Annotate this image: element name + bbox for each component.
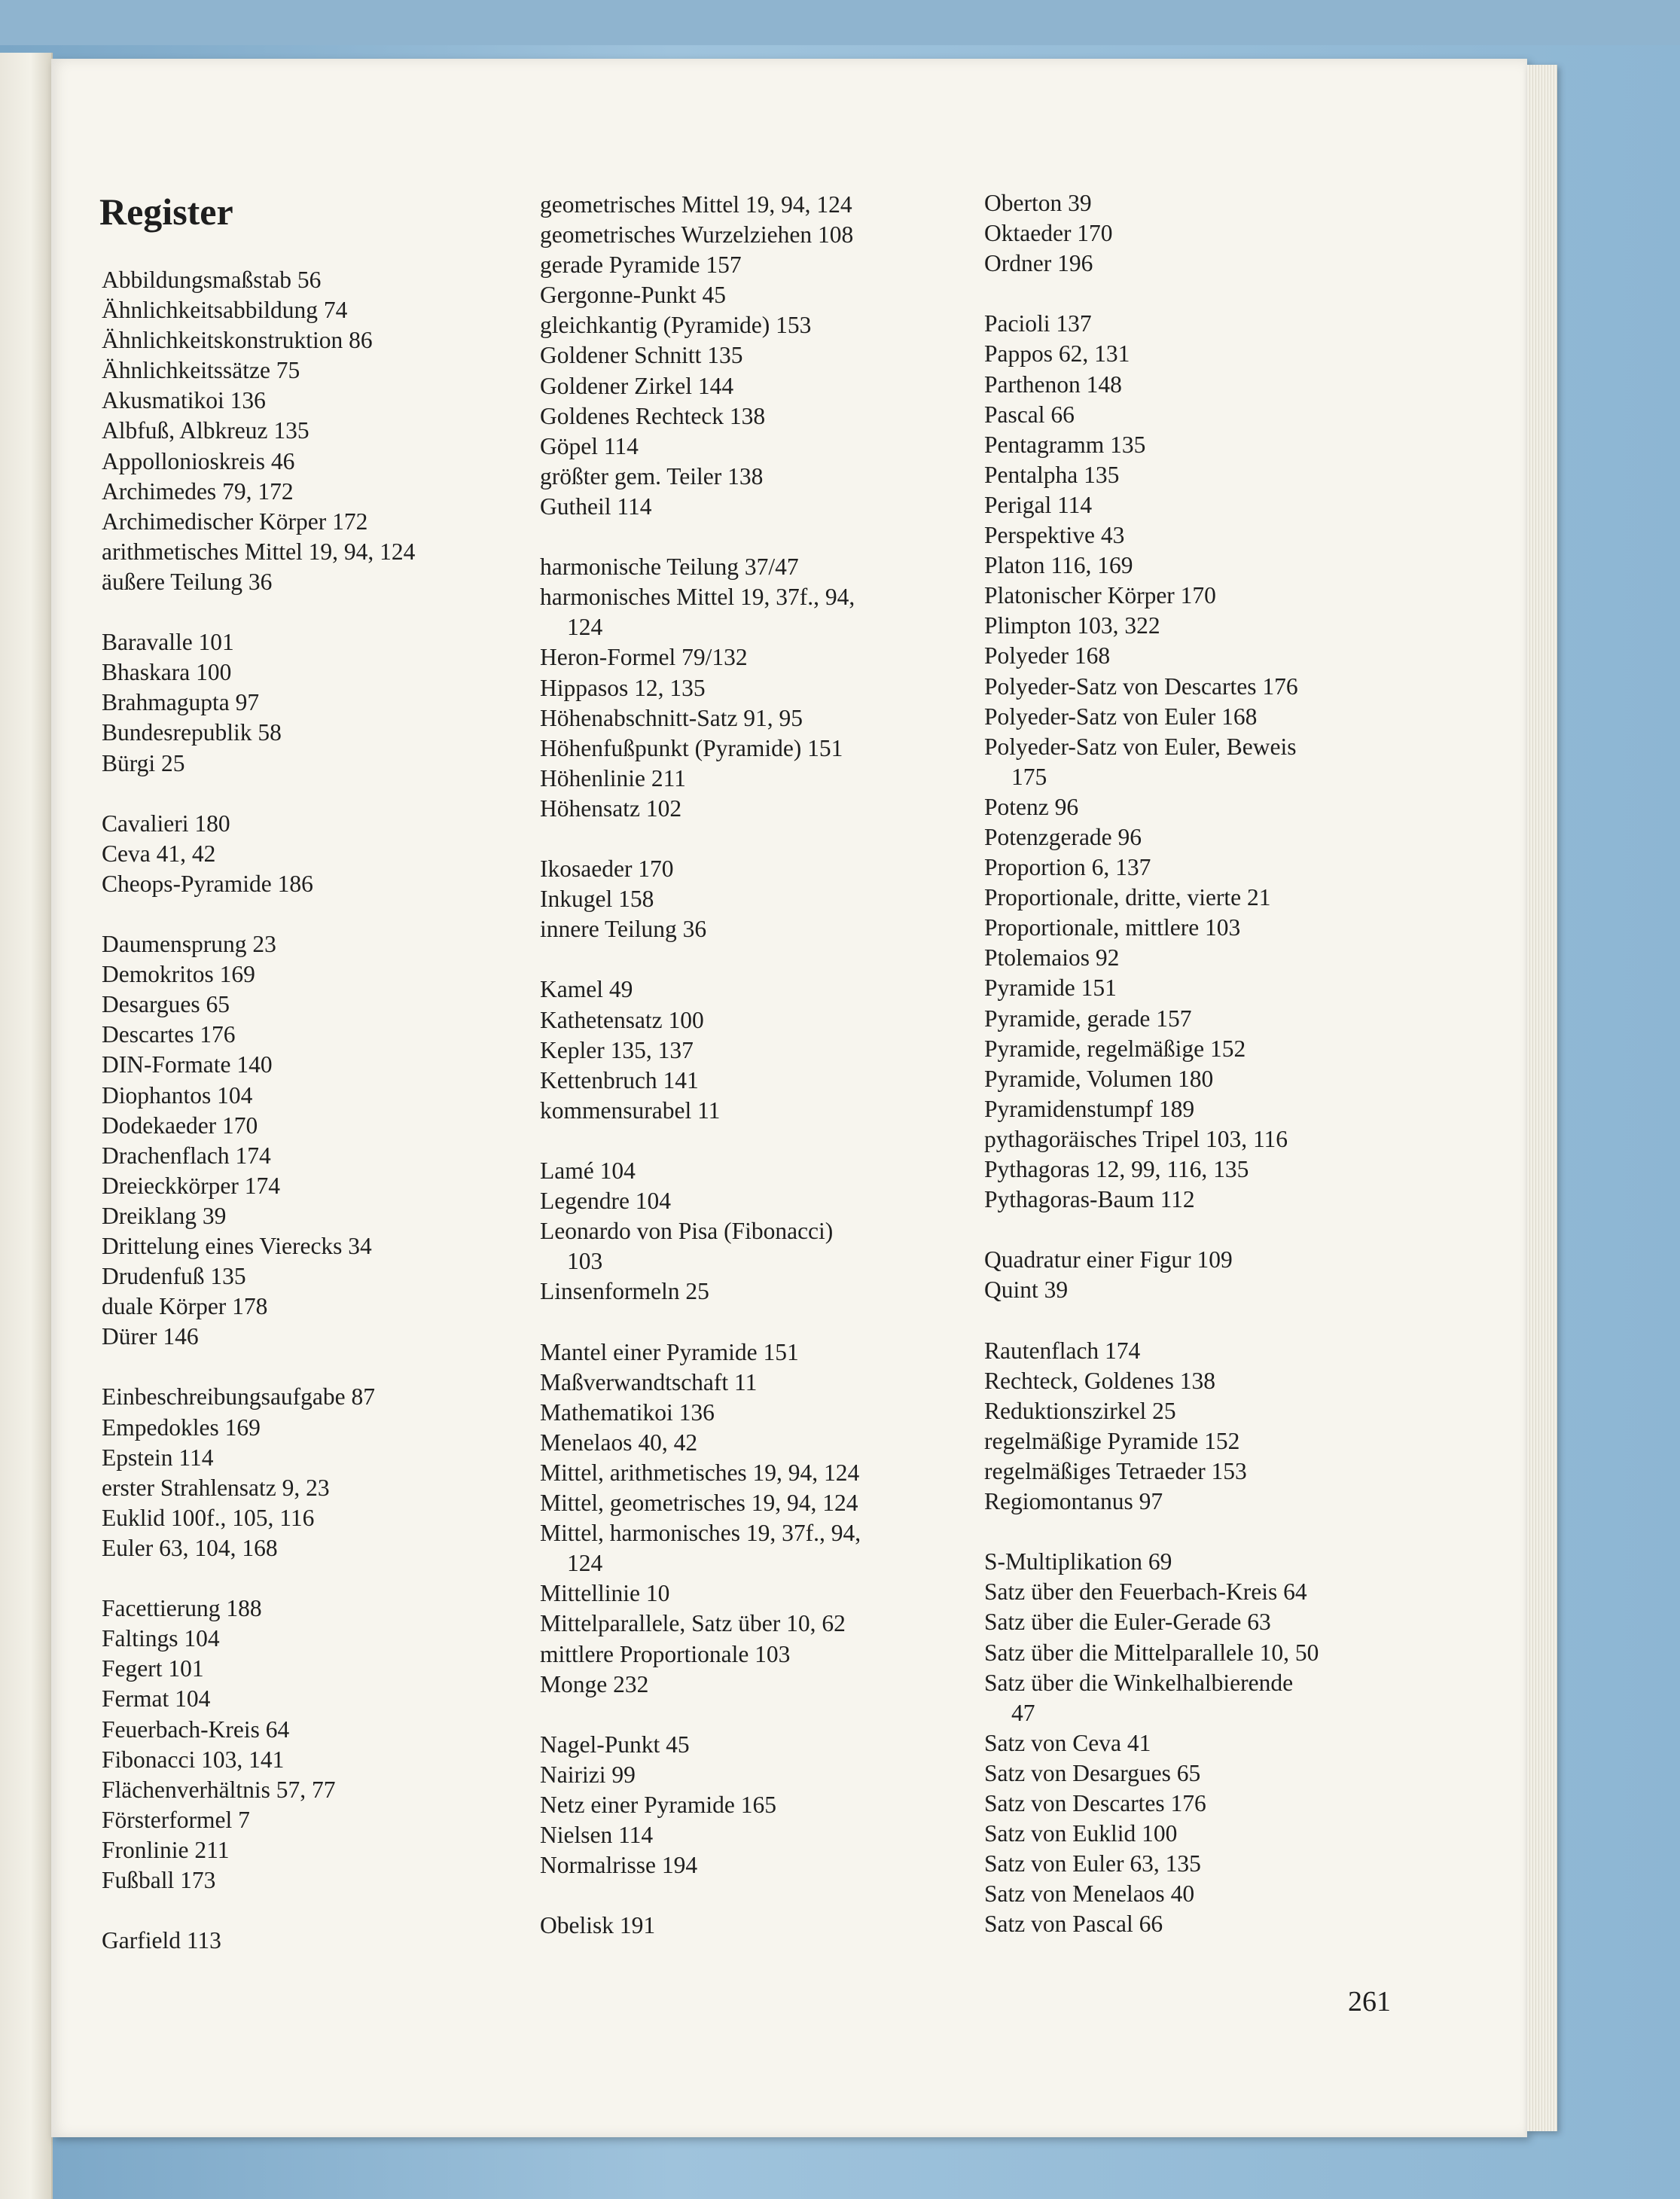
index-entry: Goldener Schnitt 135: [540, 342, 743, 369]
index-entry: Satz von Menelaos 40: [984, 1880, 1195, 1908]
index-entry: Kepler 135, 137: [540, 1036, 694, 1063]
index-entry: Maßverwandtschaft 11: [540, 1368, 758, 1395]
index-gap: [102, 597, 456, 627]
index-entry: Pacioli 137: [984, 310, 1092, 337]
index-entry: Satz von Euklid 100: [984, 1820, 1178, 1847]
index-entry: Empedokles 169: [102, 1414, 261, 1441]
index-gap: [540, 522, 939, 552]
index-column-1: [102, 265, 456, 1956]
index-entry: Pentalpha 135: [984, 461, 1120, 488]
index-entry: Parthenon 148: [984, 371, 1122, 398]
index-entry: Satz von Euler 63, 135: [984, 1850, 1201, 1877]
index-gap: [984, 1517, 1383, 1547]
page-title: Register: [99, 191, 233, 233]
index-entry: Oktaeder 170: [984, 220, 1113, 247]
index-entry: Euklid 100f., 105, 116: [102, 1504, 315, 1531]
index-entry-continuation: 47: [1011, 1699, 1035, 1726]
index-entry: Demokritos 169: [102, 961, 255, 988]
index-entry: Drachenflach 174: [102, 1142, 271, 1169]
index-entry: Höhenlinie 211: [540, 764, 686, 791]
index-entry: Kathetensatz 100: [540, 1006, 704, 1033]
index-entry: Menelaos 40, 42: [540, 1429, 698, 1456]
index-column-3: [984, 188, 1383, 1939]
index-entry: arithmetisches Mittel 19, 94, 124: [102, 538, 416, 565]
index-entry: Brahmagupta 97: [102, 689, 260, 716]
index-entry: Baravalle 101: [102, 629, 234, 656]
index-gap: [102, 1352, 456, 1382]
index-entry: Goldenes Rechteck 138: [540, 402, 766, 429]
index-entry: Proportionale, dritte, vierte 21: [984, 884, 1271, 911]
index-entry: Proportionale, mittlere 103: [984, 914, 1241, 941]
index-entry: Ikosaeder 170: [540, 856, 674, 883]
index-entry: Goldener Zirkel 144: [540, 372, 734, 399]
index-entry: Polyeder 168: [984, 642, 1111, 669]
index-entry: Appollonioskreis 46: [102, 447, 295, 474]
index-entry: Kamel 49: [540, 976, 633, 1003]
index-entry: Polyeder-Satz von Euler 168: [984, 703, 1258, 730]
index-entry: Perspektive 43: [984, 522, 1125, 549]
index-entry: Satz über die Winkelhalbierende: [984, 1669, 1294, 1696]
index-entry: Flächenverhältnis 57, 77: [102, 1776, 336, 1803]
index-entry: Normalrisse 194: [540, 1852, 698, 1879]
index-column-2: [540, 190, 939, 1941]
index-entry: Obelisk 191: [540, 1912, 656, 1939]
index-entry: Garfield 113: [102, 1927, 221, 1954]
index-entry: Albfuß, Albkreuz 135: [102, 417, 309, 444]
index-entry: Nairizi 99: [540, 1761, 636, 1788]
index-gap: [102, 1563, 456, 1594]
index-entry: Linsenformeln 25: [540, 1278, 709, 1305]
index-entry: Mittelparallele, Satz über 10, 62: [540, 1610, 846, 1637]
index-entry: Ähnlichkeitskonstruktion 86: [102, 327, 373, 354]
index-entry: Ptolemaios 92: [984, 944, 1120, 971]
index-entry: duale Körper 178: [102, 1293, 268, 1320]
index-entry: harmonische Teilung 37/47: [540, 554, 799, 581]
index-entry: Inkugel 158: [540, 886, 654, 913]
index-gap: [102, 1896, 456, 1926]
index-entry: Pyramide 151: [984, 974, 1117, 1002]
index-entry: Pentagramm 135: [984, 431, 1146, 458]
index-entry: Satz von Ceva 41: [984, 1729, 1151, 1756]
index-entry: Abbildungsmaßstab 56: [102, 267, 322, 293]
index-entry: Mittel, arithmetisches 19, 94, 124: [540, 1459, 860, 1486]
index-entry: Leonardo von Pisa (Fibonacci): [540, 1218, 834, 1245]
index-entry: Perigal 114: [984, 491, 1093, 518]
index-entry: Potenzgerade 96: [984, 823, 1142, 850]
index-gap: [984, 1305, 1383, 1335]
index-entry: Quadratur einer Figur 109: [984, 1246, 1233, 1273]
index-entry: Pyramidenstumpf 189: [984, 1095, 1195, 1122]
index-entry: Pythagoras 12, 99, 116, 135: [984, 1156, 1249, 1182]
index-entry: Mittellinie 10: [540, 1580, 670, 1607]
index-entry: Dreieckkörper 174: [102, 1172, 281, 1199]
index-gap: [540, 1880, 939, 1911]
index-entry: Cheops-Pyramide 186: [102, 870, 313, 897]
index-entry: äußere Teilung 36: [102, 568, 273, 595]
index-entry: Polyeder-Satz von Descartes 176: [984, 673, 1298, 700]
index-entry: Faltings 104: [102, 1625, 220, 1652]
index-entry: Pyramide, Volumen 180: [984, 1065, 1214, 1092]
index-entry: Lamé 104: [540, 1157, 636, 1184]
index-entry: Bürgi 25: [102, 749, 185, 776]
index-entry: Feuerbach-Kreis 64: [102, 1716, 290, 1743]
index-entry: Proportion 6, 137: [984, 854, 1151, 881]
index-entry: Fermat 104: [102, 1685, 211, 1713]
index-entry: Hippasos 12, 135: [540, 674, 706, 701]
index-entry: Daumensprung 23: [102, 931, 276, 958]
index-entry: Satz von Descartes 176: [984, 1789, 1206, 1816]
index-entry: Diophantos 104: [102, 1081, 253, 1109]
index-entry: Polyeder-Satz von Euler, Beweis: [984, 733, 1297, 760]
index-entry: Bundesrepublik 58: [102, 719, 282, 746]
index-entry: erster Strahlensatz 9, 23: [102, 1474, 330, 1501]
index-entry: Kettenbruch 141: [540, 1066, 699, 1093]
index-entry: Fegert 101: [102, 1655, 204, 1682]
index-entry: größter gem. Teiler 138: [540, 462, 764, 490]
index-entry-continuation: 124: [567, 614, 603, 641]
index-entry: DIN-Formate 140: [102, 1051, 273, 1078]
index-entry: Rechteck, Goldenes 138: [984, 1367, 1216, 1394]
index-entry: Dodekaeder 170: [102, 1112, 258, 1139]
index-gap: [540, 1126, 939, 1156]
index-gap: [540, 1700, 939, 1730]
index-entry: Ceva 41, 42: [102, 840, 216, 867]
index-entry: Heron-Formel 79/132: [540, 644, 748, 671]
index-entry: Cavalieri 180: [102, 810, 230, 837]
index-entry: Pyramide, regelmäßige 152: [984, 1035, 1246, 1062]
index-entry: innere Teilung 36: [540, 916, 707, 943]
index-entry: Satz von Pascal 66: [984, 1911, 1163, 1938]
index-entry: Dreiklang 39: [102, 1202, 227, 1229]
index-entry: Descartes 176: [102, 1021, 236, 1048]
index-gap: [102, 779, 456, 809]
index-gap: [102, 899, 456, 929]
index-entry: Plimpton 103, 322: [984, 612, 1160, 639]
index-entry: Rautenflach 174: [984, 1337, 1141, 1364]
index-entry: Platonischer Körper 170: [984, 582, 1216, 609]
index-entry: Facettierung 188: [102, 1595, 262, 1622]
index-entry: Mittel, geometrisches 19, 94, 124: [540, 1490, 858, 1517]
index-entry: Archimedischer Körper 172: [102, 508, 368, 535]
index-entry: Reduktionszirkel 25: [984, 1397, 1176, 1424]
index-entry: gleichkantig (Pyramide) 153: [540, 312, 812, 339]
index-entry: Höhensatz 102: [540, 795, 682, 822]
index-entry: pythagoräisches Tripel 103, 116: [984, 1125, 1288, 1152]
index-entry: regelmäßiges Tetraeder 153: [984, 1457, 1247, 1484]
index-entry: Dürer 146: [102, 1323, 199, 1350]
index-entry: Bhaskara 100: [102, 659, 232, 686]
index-entry: Mathematikoi 136: [540, 1398, 715, 1426]
page-number: 261: [1348, 1986, 1391, 2018]
index-entry: Göpel 114: [540, 432, 639, 459]
index-entry: Monge 232: [540, 1670, 649, 1697]
index-entry: Desargues 65: [102, 991, 230, 1018]
index-entry: kommensurabel 11: [540, 1096, 721, 1124]
index-gap: [540, 944, 939, 974]
index-entry: Gergonne-Punkt 45: [540, 282, 727, 309]
index-entry: Archimedes 79, 172: [102, 477, 294, 505]
index-gap: [540, 1307, 939, 1337]
index-entry: geometrisches Mittel 19, 94, 124: [540, 191, 852, 218]
index-entry: Netz einer Pyramide 165: [540, 1791, 777, 1818]
index-entry: Satz von Desargues 65: [984, 1759, 1201, 1786]
index-entry: Legendre 104: [540, 1188, 672, 1215]
index-entry: geometrisches Wurzelziehen 108: [540, 221, 854, 249]
index-entry: Ordner 196: [984, 250, 1093, 277]
index-entry: Satz über die Mittelparallele 10, 50: [984, 1639, 1319, 1666]
index-entry: Einbeschreibungsaufgabe 87: [102, 1383, 376, 1411]
index-entry: Nielsen 114: [540, 1822, 654, 1849]
index-entry: Höhenabschnitt-Satz 91, 95: [540, 704, 803, 731]
index-entry: mittlere Proportionale 103: [540, 1640, 791, 1667]
index-entry: Quint 39: [984, 1276, 1069, 1304]
index-entry: regelmäßige Pyramide 152: [984, 1427, 1240, 1454]
index-entry: Drudenfuß 135: [102, 1263, 246, 1290]
index-entry: Akusmatikoi 136: [102, 387, 266, 414]
index-entry-continuation: 103: [567, 1248, 603, 1275]
index-entry: Potenz 96: [984, 793, 1079, 820]
index-entry: Höhenfußpunkt (Pyramide) 151: [540, 734, 843, 761]
index-entry: Nagel-Punkt 45: [540, 1731, 690, 1758]
index-gap: [540, 824, 939, 854]
index-entry: Försterformel 7: [102, 1806, 250, 1833]
index-entry: S-Multiplikation 69: [984, 1548, 1172, 1575]
index-entry: Pascal 66: [984, 401, 1075, 428]
index-gap: [984, 279, 1383, 309]
index-entry: Satz über die Euler-Gerade 63: [984, 1609, 1271, 1636]
page-stack-edge: [1527, 65, 1557, 2131]
facing-page-edge: [0, 53, 53, 2199]
index-entry: Fronlinie 211: [102, 1836, 230, 1863]
index-entry-continuation: 124: [567, 1550, 603, 1577]
index-entry: Pythagoras-Baum 112: [984, 1186, 1195, 1213]
index-gap: [984, 1215, 1383, 1245]
index-entry: Pyramide, gerade 157: [984, 1005, 1192, 1032]
index-entry: Mittel, harmonisches 19, 37f., 94,: [540, 1520, 861, 1547]
index-entry: Fibonacci 103, 141: [102, 1746, 285, 1773]
index-entry: Oberton 39: [984, 190, 1092, 216]
index-entry-continuation: 175: [1011, 763, 1047, 790]
index-entry: Euler 63, 104, 168: [102, 1534, 278, 1561]
index-entry: Mantel einer Pyramide 151: [540, 1338, 799, 1365]
index-entry: Pappos 62, 131: [984, 340, 1130, 368]
index-entry: Platon 116, 169: [984, 552, 1133, 579]
index-entry: Ähnlichkeitssätze 75: [102, 357, 300, 384]
index-entry: Epstein 114: [102, 1444, 214, 1471]
index-entry: Gutheil 114: [540, 493, 652, 520]
index-entry: gerade Pyramide 157: [540, 252, 742, 279]
index-entry: Fußball 173: [102, 1866, 216, 1893]
index-entry: Satz über den Feuerbach-Kreis 64: [984, 1578, 1307, 1606]
index-entry: Ähnlichkeitsabbildung 74: [102, 297, 348, 324]
index-entry: Drittelung eines Vierecks 34: [102, 1233, 372, 1259]
index-entry: harmonisches Mittel 19, 37f., 94,: [540, 584, 855, 611]
index-entry: Regiomontanus 97: [984, 1488, 1163, 1515]
